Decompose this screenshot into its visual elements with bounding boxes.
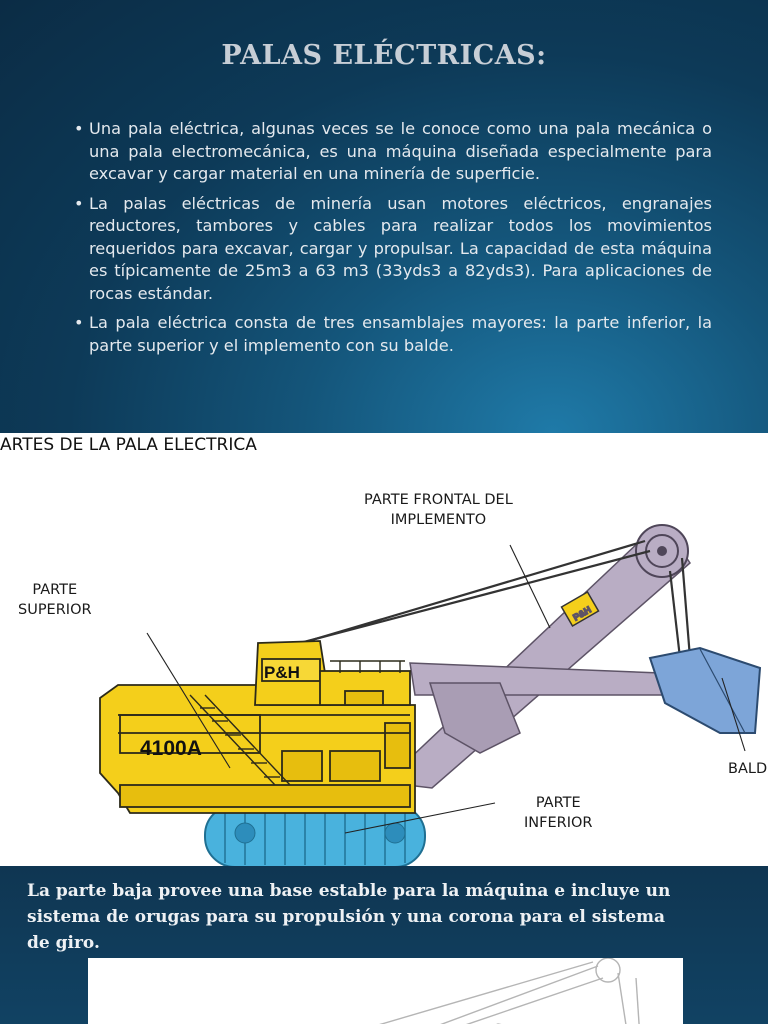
- label-line: PARTE: [535, 795, 581, 811]
- bullet-item: [72, 312, 712, 357]
- slide-title: PALAS ELÉCTRICAS:: [221, 40, 547, 71]
- bullet-text: Una pala eléctrica, algunas veces se le conoce como una pala mecánica o una pala electromecánica, es una máquina diseñada especialmente para excavar y cargar material en una minería de superficie.: [89, 119, 712, 183]
- upper-revolving-frame: [100, 641, 415, 813]
- slide-palas-electricas: [0, 0, 768, 433]
- bullet-marker: •: [74, 119, 84, 138]
- label-line: SUPERIOR: [18, 602, 92, 618]
- bullet-list: [72, 118, 712, 364]
- bucket: [650, 648, 760, 733]
- shovel-parts-diagram: [0, 433, 768, 866]
- bullet-text: La palas eléctricas de minería usan motores eléctricos, engranajes reductores, tambores y cables para realizar todos los movimientos requeridos para excavar, cargar y propulsar. La capacidad de esta máquina es típicamente de 25m3 a 63 m3 (33yds3 a 82yds3). Para aplicaciones de rocas estándar.: [89, 193, 712, 303]
- label-line: PARTE FRONTAL DEL: [364, 492, 513, 508]
- crawler-tracks: [205, 805, 425, 866]
- model-number-text: 4100A: [140, 737, 202, 760]
- label-balde: BALD: [728, 761, 768, 777]
- boom: [390, 541, 690, 788]
- bullet-item: [72, 118, 712, 186]
- slide-parte-baja: [0, 866, 768, 1024]
- label-parte-frontal: [364, 490, 513, 530]
- bullet-marker: •: [74, 193, 84, 213]
- diagram-heading: ARTES DE LA PALA ELECTRICA: [0, 435, 257, 455]
- bullet-marker: •: [74, 313, 84, 332]
- label-parte-inferior: [524, 793, 592, 833]
- bullet-text: La pala eléctrica consta de tres ensamblajes mayores: la parte inferior, la parte superior y el implemento con su balde.: [89, 313, 712, 355]
- shovel-sketch-illustration: [88, 958, 683, 1024]
- shovel-image-preview: [88, 958, 683, 1024]
- label-line: INFERIOR: [524, 815, 593, 831]
- bullet-item: [72, 193, 712, 306]
- brand-logo-text: P&H: [264, 663, 300, 682]
- boom-point-sheave: [636, 525, 688, 577]
- label-line: IMPLEMENTO: [390, 512, 487, 528]
- label-line: PARTE: [32, 582, 78, 598]
- svg-text:P&H: P&H: [571, 604, 593, 623]
- slide2-paragraph: La parte baja provee una base estable para la máquina e incluye un sistema de orugas para su propulsión y una corona para el sistema de giro.: [27, 881, 671, 953]
- label-parte-superior: [18, 580, 92, 620]
